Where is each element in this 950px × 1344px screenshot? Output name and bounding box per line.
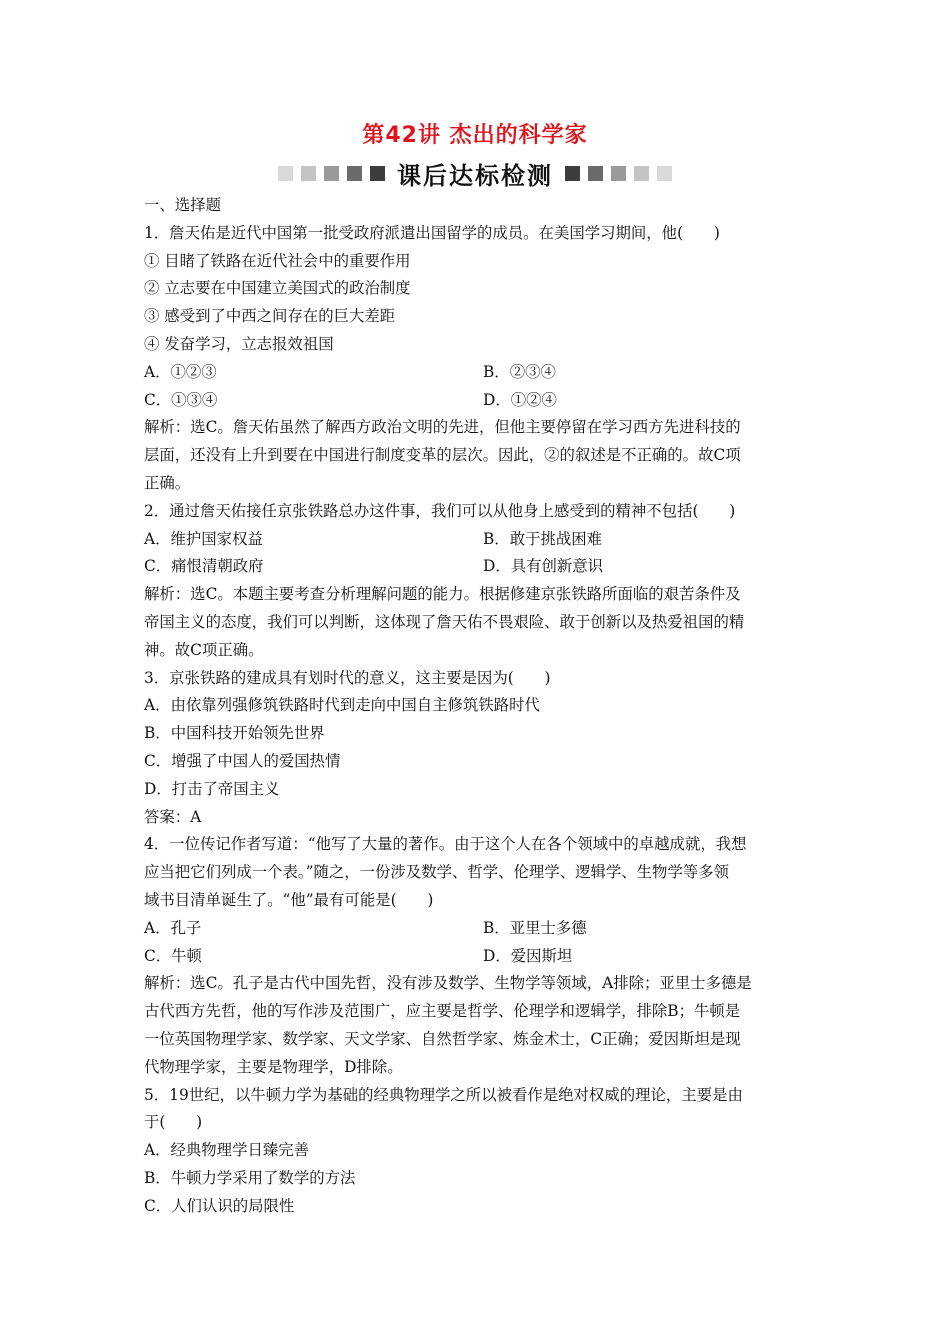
- option-b: B．②③④: [483, 362, 556, 381]
- analysis-line: 解析：选C。本题主要考查分析理解问题的能力。根据修建京张铁路所面临的艰苦条件及: [144, 585, 741, 604]
- document-body: [144, 192, 808, 1220]
- analysis-line: 古代西方先哲，他的写作涉及范围广，应主要是哲学、伦理学和逻辑学，排除B；牛顿是: [144, 1002, 741, 1021]
- option-c: C．牛顿: [144, 946, 202, 965]
- option-a: A．孔子: [144, 918, 202, 937]
- statement-item: ③ 感受到了中西之间存在的巨大差距: [144, 307, 396, 326]
- banner-square: [370, 166, 385, 181]
- question-5: [144, 1082, 808, 1221]
- banner-square: [657, 166, 672, 181]
- question-stem: 于( ): [144, 1113, 203, 1132]
- option-row: [144, 526, 808, 554]
- statement-item: ④ 发奋学习，立志报效祖国: [144, 334, 334, 353]
- analysis-line: 帝国主义的态度，我们可以判断，这体现了詹天佑不畏艰险、敢于创新以及热爱祖国的精: [144, 612, 745, 631]
- question-2: [144, 498, 808, 665]
- option-a: A．经典物理学日臻完善: [144, 1141, 310, 1160]
- banner-square: [278, 166, 293, 181]
- option-c: C．增强了中国人的爱国热情: [144, 751, 341, 770]
- page-title: 第42讲 杰出的科学家: [362, 123, 588, 148]
- question-stem: 2．通过詹天佑接任京张铁路总办这件事，我们可以从他身上感受到的精神不包括( ): [144, 501, 736, 520]
- option-a: A．①②③: [144, 362, 217, 381]
- statement-item: ① 目睹了铁路在近代社会中的重要作用: [144, 251, 411, 270]
- banner-square: [634, 166, 649, 181]
- analysis-line: 解析：选C。詹天佑虽然了解西方政治文明的先进，但他主要停留在学习西方先进科技的: [144, 418, 741, 437]
- analysis-line: 层面，还没有上升到要在中国进行制度变革的层次。因此，②的叙述是不正确的。故C项: [144, 446, 741, 465]
- option-b: B．中国科技开始领先世界: [144, 724, 325, 743]
- question-stem: 3．京张铁路的建成具有划时代的意义，这主要是因为( ): [144, 668, 551, 687]
- option-d: D．打击了帝国主义: [144, 779, 280, 798]
- option-row: [144, 387, 808, 415]
- option-row: [144, 359, 808, 387]
- question-stem: 5．19世纪，以牛顿力学为基础的经典物理学之所以被看作是绝对权威的理论，主要是由: [144, 1085, 743, 1104]
- banner-square: [324, 166, 339, 181]
- banner-square: [347, 166, 362, 181]
- option-row: [144, 943, 808, 971]
- banner-square: [588, 166, 603, 181]
- option-d: D．爱因斯坦: [483, 946, 573, 965]
- question-stem: 4．一位传记作者写道：“他写了大量的著作。由于这个人在各个领域中的卓越成就，我想: [144, 835, 747, 854]
- analysis-line: 代物理学家，主要是物理学，D排除。: [144, 1057, 403, 1076]
- option-row: [144, 553, 808, 581]
- option-b: B．牛顿力学采用了数学的方法: [144, 1168, 356, 1187]
- answer-line: 答案：A: [144, 807, 202, 826]
- banner-square: [611, 166, 626, 181]
- question-4: [144, 831, 808, 1081]
- option-c: C．人们认识的局限性: [144, 1196, 295, 1215]
- analysis-line: 一位英国物理学家、数学家、天文学家、自然哲学家、炼金术士，C正确；爱因斯坦是现: [144, 1029, 741, 1048]
- statement-item: ② 立志要在中国建立美国式的政治制度: [144, 279, 411, 298]
- question-stem: 域书目清单诞生了。“他”最有可能是( ): [144, 890, 434, 909]
- analysis-line: 正确。: [144, 473, 191, 492]
- option-c: C．①③④: [144, 390, 218, 409]
- banner-square: [301, 166, 316, 181]
- option-d: D．具有创新意识: [483, 557, 604, 576]
- analysis-line: 解析：选C。孔子是古代中国先哲，没有涉及数学、生物学等领域，A排除；亚里士多德是: [144, 974, 752, 993]
- question-stem: 1．詹天佑是近代中国第一批受政府派遣出国留学的成员。在美国学习期间，他( ): [144, 223, 720, 242]
- banner-square: [565, 166, 580, 181]
- section-heading: 一、选择题: [144, 196, 221, 214]
- option-c: C．痛恨清朝政府: [144, 557, 264, 576]
- option-d: D．①②④: [483, 390, 557, 409]
- question-3: [144, 665, 808, 832]
- option-a: A．由依靠列强修筑铁路时代到走向中国自主修筑铁路时代: [144, 696, 540, 715]
- banner-title: 课后达标检测: [397, 161, 553, 190]
- analysis-line: 神。故C项正确。: [144, 640, 264, 659]
- option-row: [144, 915, 808, 943]
- question-stem: 应当把它们列成一个表。”随之，一份涉及数学、哲学、伦理学、逻辑学、生物学等多领: [144, 863, 730, 882]
- question-1: [144, 220, 808, 498]
- option-b: B．敢于挑战困难: [483, 529, 603, 548]
- option-b: B．亚里士多德: [483, 918, 587, 937]
- section-banner: [0, 156, 950, 190]
- option-a: A．维护国家权益: [144, 529, 263, 548]
